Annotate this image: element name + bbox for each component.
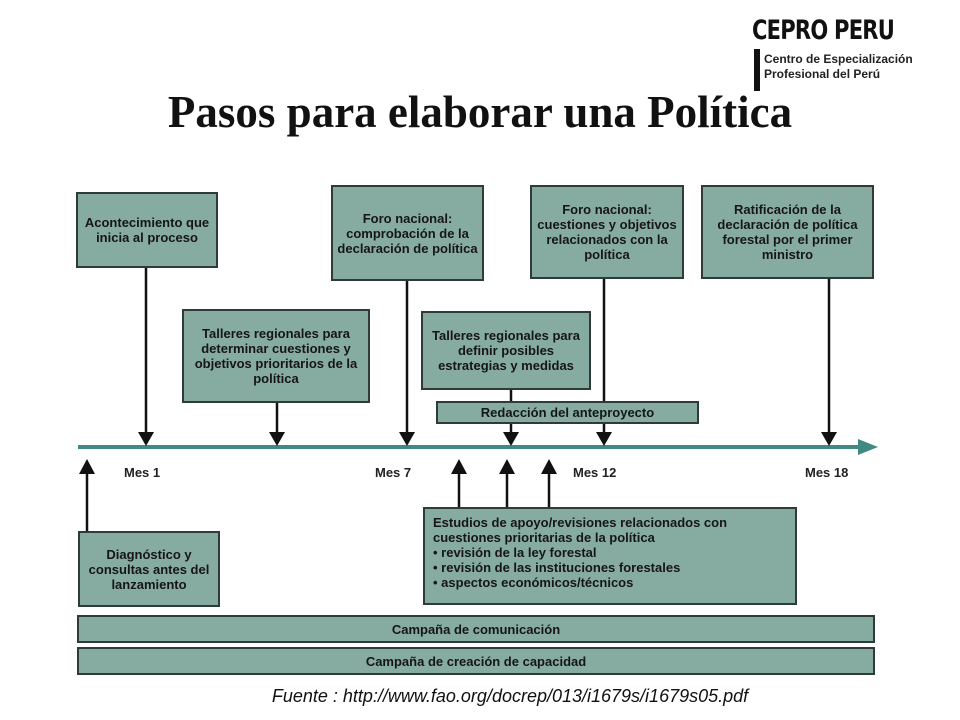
box-talleres-regionales-1: Talleres regionales para determinar cuestiones y objetivos prioritarios de la política — [182, 309, 370, 403]
timeline-arrowhead — [858, 439, 878, 455]
box-diagnostico: Diagnóstico y consultas antes del lanzamiento — [78, 531, 220, 607]
bar-capacidad: Campaña de creación de capacidad — [77, 647, 875, 675]
source-citation: Fuente : http://www.fao.org/docrep/013/i1679s/i1679s05.pdf — [271, 686, 749, 706]
box-foro-nacional-1: Foro nacional: comprobación de la declaración de política — [331, 185, 484, 281]
box-foro-nacional-2: Foro nacional: cuestiones y objetivos relacionados con la política — [530, 185, 684, 279]
logo-line-1: Centro de Especialización — [764, 52, 913, 66]
logo-line-2: Profesional del Perú — [764, 67, 881, 81]
box-estudios — [423, 507, 797, 605]
box-acontecimiento: Acontecimiento que inicia al proceso — [76, 192, 218, 268]
month-7: Mes 7 — [375, 465, 412, 480]
estudios-item: • revisión de las instituciones forestales — [433, 560, 681, 575]
bar-comunicacion: Campaña de comunicación — [77, 615, 875, 643]
month-18: Mes 18 — [805, 465, 849, 480]
box-talleres-regionales-2: Talleres regionales para definir posibles estrategias y medidas — [421, 311, 591, 390]
estudios-item: • revisión de la ley forestal — [433, 545, 597, 560]
logo-name: CEPRO PERU — [752, 15, 895, 46]
estudios-title: Estudios de apoyo/revisiones relacionados con cuestiones prioritarias de la política — [433, 515, 728, 545]
box-redaccion: Redacción del anteproyecto — [436, 401, 699, 424]
month-1: Mes 1 — [124, 465, 161, 480]
month-12: Mes 12 — [573, 465, 617, 480]
page-title: Pasos para elaborar una Política — [167, 87, 793, 137]
box-ratificacion: Ratificación de la declaración de política forestal por el primer ministro — [701, 185, 874, 279]
estudios-item: • aspectos económicos/técnicos — [433, 575, 634, 590]
